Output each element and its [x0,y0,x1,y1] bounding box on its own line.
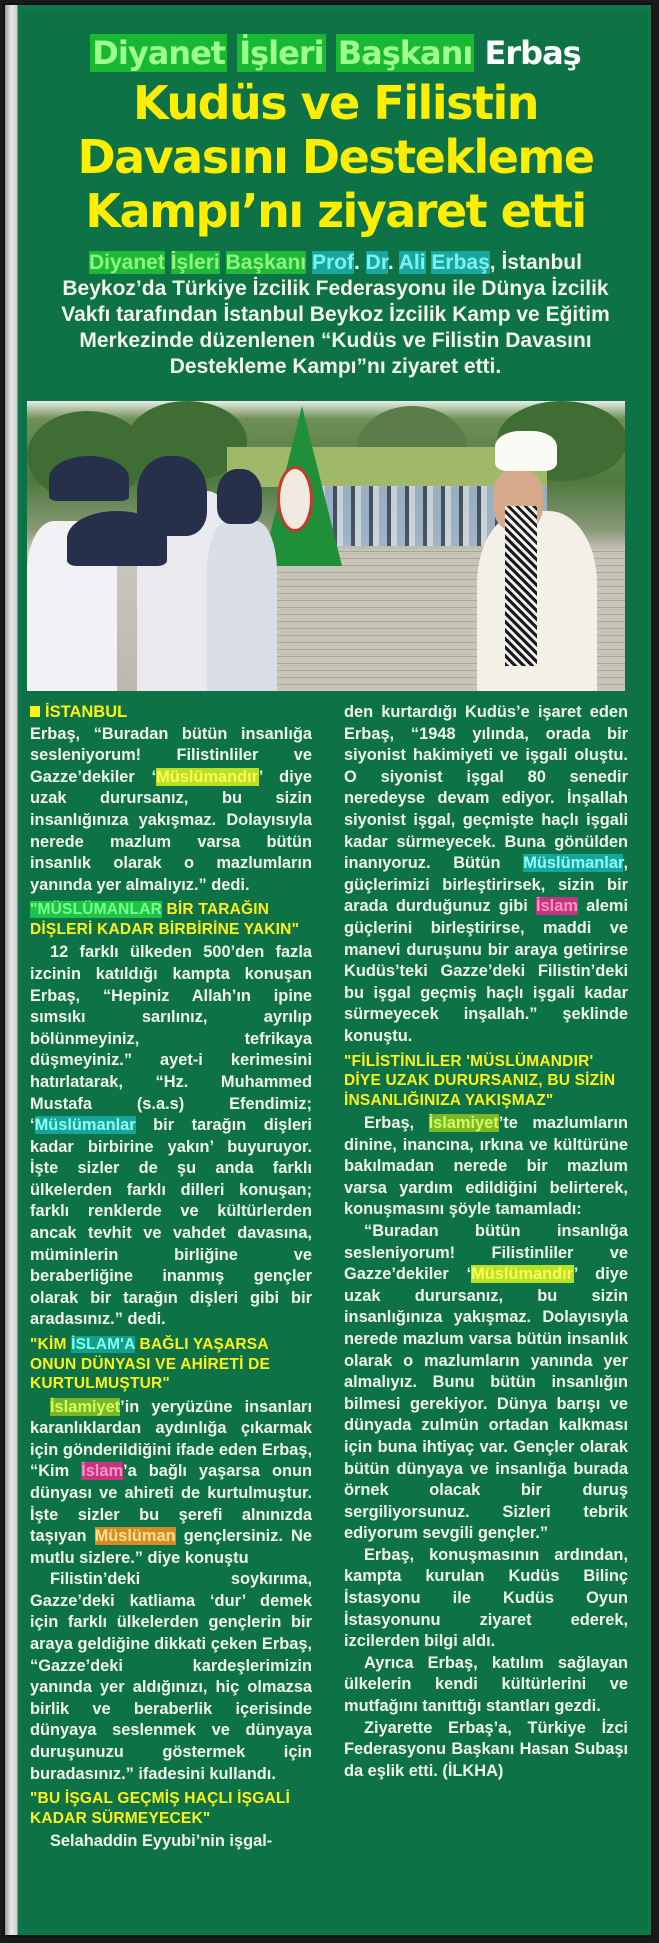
highlight: Müslümanlar [523,854,624,873]
page-frame [3,3,653,1937]
paragraph [344,1221,628,1545]
paragraph: Ayrıca Erbaş, katılım sağlayan ülkelerin kendi kültürlerini ve mutfağını tanıttığı stantları gezdi. [344,1653,628,1716]
highlight: "MÜSLÜMANLAR [30,901,163,919]
paragraph: Ziyarette Erbaş’a, Türkiye İzci Federasyonu Başkanı Hasan Subaşı da eşlik etti. (İLKHA) [344,1718,628,1780]
paragraph [30,1397,312,1570]
imam-robe [477,511,597,691]
hijab [217,469,262,524]
subheading: "BU İŞGAL GEÇMİŞ HAÇLI İŞGALİ KADAR SÜRMEYECEK" [30,1790,291,1827]
dateline-text: İSTANBUL [45,703,128,721]
subheading: "FİLİSTİNLİLER 'MÜSLÜMANDIR' DİYE UZAK DURURSANIZ, BU SİZİN İNSANLIĞINIZA YAKIŞMAZ" [344,1052,616,1109]
highlight: Müslümandır [471,1265,574,1284]
keffiyeh [505,506,537,666]
text: 12 farklı ülkeden 500’den fazla izcinin katıldığı kampta konuşan Erbaş, “Hepiniz Allah’ın ipine sımsıkı sarılınız, ayrılıp bölünmeyiniz, tefrikaya düşmeyiniz.” ayet-i kerimesini hatırlatarak, “Hz. Muhammed Mustafa (s.a.s) Efendimiz; ‘ [30,943,312,1135]
subheading [30,900,312,939]
highlight: İslamiyet [428,1114,499,1132]
paragraph [344,1113,628,1221]
highlight: Müslümandır [156,767,259,786]
spot-text [61,250,610,380]
headline-line: Kudüs ve Filistin [133,76,538,130]
headline-line: Davasını Destekleme [77,130,594,184]
text: , güçlerimizi birleştirirsek, sizin bir arada durduğunuz gibi [344,854,628,916]
text: ’in yeryüzüne insanları karanlıklardan aydınlığa çıkarmak için gönderildiğini ifade eden Erbaş, “Kim [30,1397,312,1481]
kicker-word: Diyanet [92,34,226,72]
highlight: Başkanı [225,251,307,274]
square-bullet-icon [30,706,40,717]
kicker-word: Başkanı [337,34,473,72]
text: gençlersiniz. Ne mutlu sizlere.” diye konuştu [30,1527,312,1567]
hijab [137,456,207,536]
text: alemi güçlerini birleştirirse, maddi ve manevi duruşunu bir araya getirirse Kudüs’teki Gazze’deki Filistin’deki bu işgal geçmiş haçlı işgali kadar sürmeyecek inşallah.” şeklinde konuştu. [344,897,629,1045]
headline [23,76,648,238]
kicker [23,34,648,72]
subheading [30,1335,312,1394]
spot-rest: , İstanbul Beykoz’da Türkiye İzcilik Federasyonu ile Dünya İzcilik Vakfı tarafından İstanbul Beykoz İzcilik Kamp ve Eğitim Merkezinde düzenlenen “Kudüs ve Filistin Davasını Destekleme Kampı”nı ziyaret etti. [61,251,610,378]
highlight: Diyanet [89,251,165,274]
highlight: Erbaş [431,251,490,274]
text: bir tarağın dişleri kadar birbirine yakın’ buyuruyor. İşte sizler de şu anda farklı ülkelerden farklı dilleri konuşan; farklı renklerde ve kültürlerden ancak tevhit ve vahdet davasına, müminlerin birliğine ve beraberliğine inanmış gençler olarak bir tarağın dişleri gibi bir aradasınız.” dedi. [30,1116,312,1329]
headline-line: Kampı’nı ziyaret etti [85,184,586,238]
paragraph: Filistin’deki soykırıma, Gazze’deki katliama ‘dur’ demek için farklı ülkelerden gençlerin bir araya geldiğine dikkati çeken Erbaş, “Gazze’deki kardeşlerimizin yanında yer aldığınızı, hiç olmazsa birlik ve beraberlik içerisinde dünyaya seslenmek ve dünyaya duruşunuzu göstermek için buradasınız.” ifadesini kullandı. [30,1570,312,1783]
text: den kurtardığı Kudüs’e işaret eden Erbaş, “1948 yılında, orada bir siyonist hakimiyeti ve işgali oluştu. O siyonist işgal 80 senedir neredeyse devam ediyor. İnşallah siyonist işgal, geçmişte haçlı işgali kadar sürmeyecek. Buna gönülden inanıyoruz. Bütün [344,703,628,873]
highlight: İslam [81,1462,124,1481]
text: BİR TARAĞIN DİŞLERİ KADAR BİRBİRİNE YAKIN" [30,901,300,938]
highlight: İSLAM'A [71,1336,136,1354]
paragraph: Erbaş, konuşmasının ardından, kampta kurulan Kudüs Bilinç İstasyonu ile Kudüs Oyun İstasyonunu ziyaret ederek, izcilerden bilgi aldı. [344,1545,628,1651]
imam-turban [495,431,557,471]
paragraph [30,942,312,1331]
text: Erbaş, [364,1114,429,1132]
paragraph: Selahaddin Eyyubi’nin işgal- [50,1832,273,1851]
highlight: Dr [365,251,388,274]
cap [49,456,129,501]
text: "KİM [30,1336,72,1354]
highlight: Prof [311,251,354,274]
news-photo [27,401,625,691]
highlight: Müslümanlar [34,1116,136,1135]
highlight: Müslüman [94,1527,176,1546]
kicker-word: Erbaş [484,34,581,72]
highlight: İslamiyet [50,1397,121,1416]
scout [207,521,277,691]
text: “Buradan bütün insanlığa sesleniyorum! Filistinliler ve Gazze’dekiler ‘ [344,1221,628,1284]
article-column-right [344,702,628,1782]
highlight: İslam [536,897,578,916]
dateline [30,702,312,724]
article-column-left [30,702,312,1853]
text: ’a bağlı yaşarsa onun dünyası ve ahireti de kurtulmuştur. İşte sizler bu şerefi alnınızda taşıyan [30,1462,313,1546]
highlight: İşleri [170,251,220,274]
text: BAĞLI YAŞARSA ONUN DÜNYASI VE AHİRETİ DE KURTULMUŞTUR" [30,1336,271,1393]
text: ’ diye uzak durursanız, bu sizin insanlığınıza yakışmaz. Dolayısıyla nerede mazlum varsa bütün insanlık olarak o mazlumların yanında yer almalıyız. Bunu bütün insanlığın bilmesi gerekiyor. Dünya barışı ve dünyada zulmün ortadan kalkması için buna ihtiyaç var. Gençler olarak bütün dünyaya ve insanlığa burada örnek olacak bir duruş sergiliyorsunuz. Sizleri tebrik ediyorum sevgili gençler.” [344,1265,628,1543]
text: ’te mazlumların dinine, inancına, ırkına ve kültürüne bakılmadan nerede bir mazlum varsa yardım edildiğini belirterek, konuşmasını şöyle tamamladı: [344,1114,628,1219]
paragraph [30,724,312,897]
kicker-word: İşleri [239,34,324,72]
text: ’ diye uzak durursanız, bu sizin insanlığınıza yakışmaz. Dolayısıyla nerede mazlum varsa bütün insanlık olarak o mazlumların yanında yer almalıyız.” dedi. [30,767,312,894]
text: . [353,251,366,274]
highlight: Ali [398,251,426,274]
text: Erbaş, “Buradan bütün insanlığa sesleniyorum! Filistinliler ve Gazze’dekiler ‘ [30,724,312,786]
paragraph [344,702,628,1048]
text: . [387,251,399,274]
flag-emblem [277,466,313,532]
